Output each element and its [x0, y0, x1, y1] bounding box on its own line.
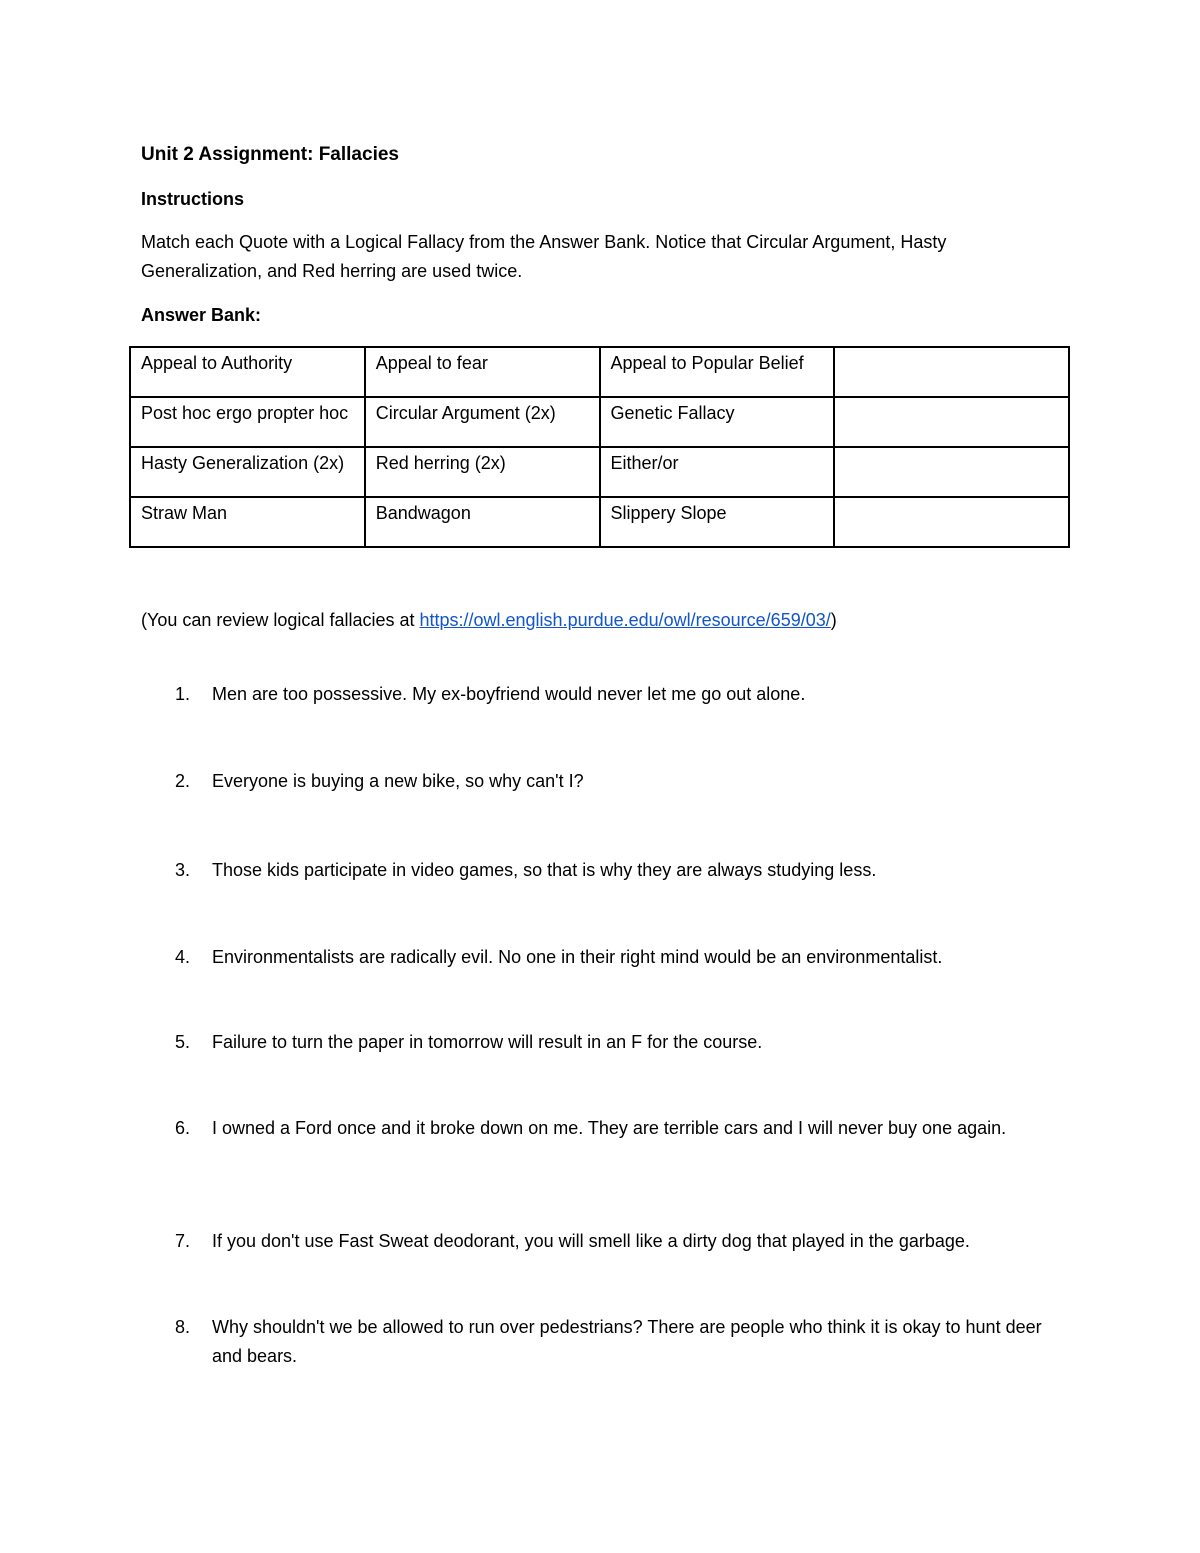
item-number: 1.: [175, 684, 191, 704]
item-text: Environmentalists are radically evil. No one in their right mind would be an environmentalist.: [212, 947, 943, 967]
answer-bank-label: Answer Bank:: [141, 305, 262, 325]
item-number: 6.: [175, 1118, 191, 1138]
table-cell: Genetic Fallacy: [600, 397, 835, 447]
table-cell: Appeal to Popular Belief: [600, 347, 835, 397]
review-suffix: ): [830, 610, 837, 630]
table-row: [130, 347, 1069, 397]
review-link[interactable]: https://owl.english.purdue.edu/owl/resource/659/03/: [419, 610, 831, 630]
table-cell: [834, 447, 1069, 497]
table-row: [130, 497, 1069, 547]
item-number: 3.: [175, 860, 191, 880]
table-cell: Hasty Generalization (2x): [130, 447, 365, 497]
review-prefix: (You can review logical fallacies at: [141, 610, 420, 630]
table-row: [130, 447, 1069, 497]
instructions-text: Match each Quote with a Logical Fallacy from the Answer Bank. Notice that Circular Argument, Hasty Generalization, and Red herring are used twice.: [141, 232, 947, 281]
table-cell: Either/or: [600, 447, 835, 497]
item-text: If you don't use Fast Sweat deodorant, you will smell like a dirty dog that played in the garbage.: [212, 1231, 970, 1251]
table-cell: Appeal to fear: [365, 347, 600, 397]
item-number: 8.: [175, 1317, 191, 1337]
instructions-heading: Instructions: [141, 189, 245, 209]
item-text: Why shouldn't we be allowed to run over pedestrians? There are people who think it is okay to hunt deer and bears.: [212, 1317, 1042, 1366]
table-cell: Straw Man: [130, 497, 365, 547]
table-cell: Slippery Slope: [600, 497, 835, 547]
header-section: [141, 140, 1071, 330]
table-cell: Circular Argument (2x): [365, 397, 600, 447]
item-number: 2.: [175, 771, 191, 791]
item-text: Everyone is buying a new bike, so why can't I?: [212, 771, 584, 791]
item-number: 7.: [175, 1231, 191, 1251]
table-row: [130, 397, 1069, 447]
item-text: Men are too possessive. My ex-boyfriend would never let me go out alone.: [212, 684, 806, 704]
item-text: Failure to turn the paper in tomorrow will result in an F for the course.: [212, 1032, 763, 1052]
table-cell: [834, 347, 1069, 397]
table-cell: Post hoc ergo propter hoc: [130, 397, 365, 447]
table-cell: Appeal to Authority: [130, 347, 365, 397]
table-cell: Bandwagon: [365, 497, 600, 547]
item-number: 5.: [175, 1032, 191, 1052]
table-cell: [834, 397, 1069, 447]
answer-bank-table: [129, 346, 1070, 548]
item-number: 4.: [175, 947, 191, 967]
table-cell: Red herring (2x): [365, 447, 600, 497]
item-text: Those kids participate in video games, so that is why they are always studying less.: [212, 860, 877, 880]
review-note: [141, 606, 837, 635]
document-title: Unit 2 Assignment: Fallacies: [141, 144, 399, 165]
item-text: I owned a Ford once and it broke down on me. They are terrible cars and I will never buy one again.: [212, 1118, 1007, 1138]
table-cell: [834, 497, 1069, 547]
